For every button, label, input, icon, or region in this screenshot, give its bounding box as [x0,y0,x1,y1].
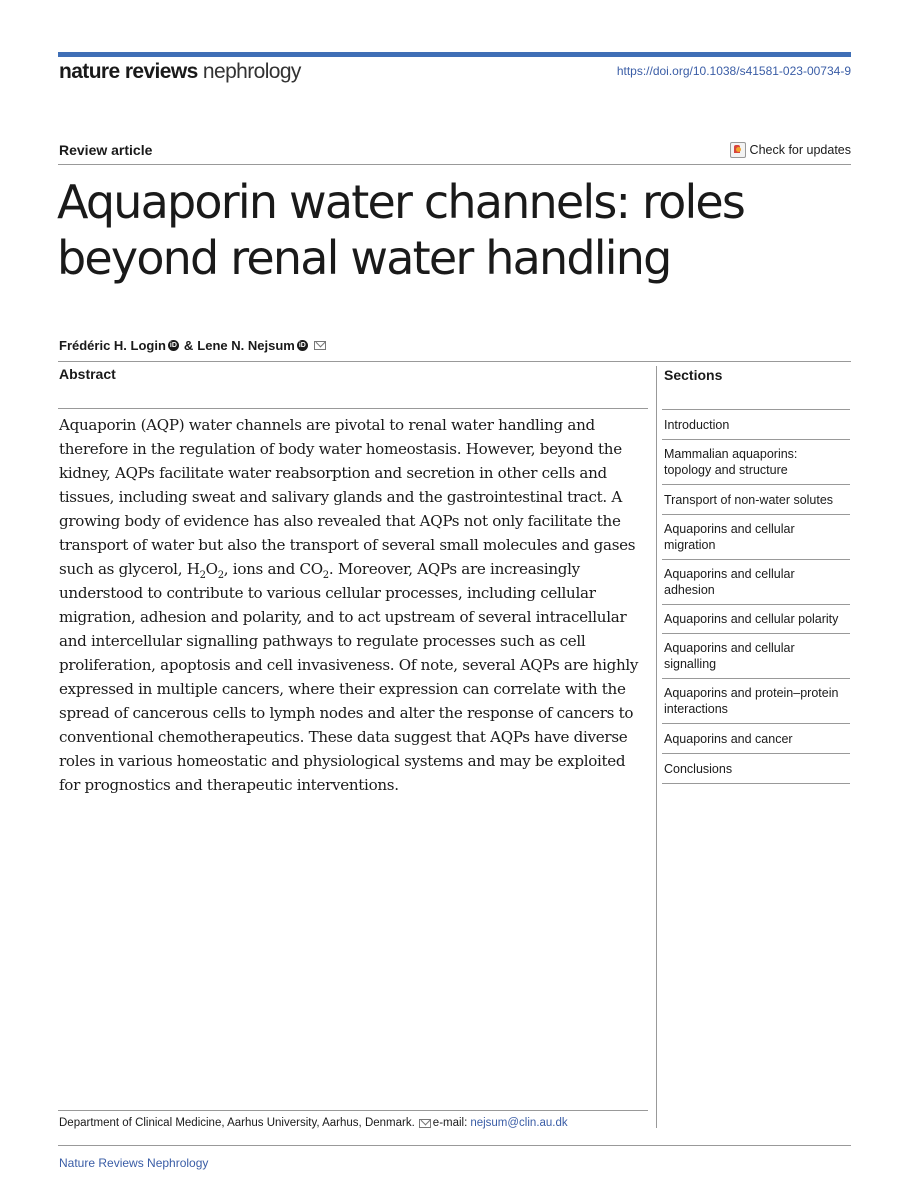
section-link-cellular-polarity[interactable]: Aquaporins and cellular polarity [662,605,850,634]
author-list [59,338,326,353]
section-link-protein-interactions[interactable]: Aquaporins and protein–protein interactions [662,679,850,724]
header-divider [58,164,851,165]
section-link-non-water-solutes[interactable]: Transport of non-water solutes [662,485,850,515]
author-name[interactable]: Lene N. Nejsum [197,338,295,353]
orcid-icon[interactable]: iD [298,342,306,349]
page-footer-divider [58,1145,851,1146]
section-link-cellular-signalling[interactable]: Aquaporins and cellular signalling [662,634,850,679]
sections-heading: Sections [664,367,723,383]
affiliation-footnote [59,1117,568,1129]
article-title: Aquaporin water channels: roles beyond renal water handling [57,175,745,285]
journal-accent-bar [58,52,851,57]
check-updates-button[interactable] [730,142,851,158]
journal-logo[interactable] [59,60,301,84]
author-separator: & [183,338,194,353]
email-icon[interactable] [314,341,326,350]
article-type-label: Review article [59,142,153,158]
email-link[interactable]: nejsum@clin.au.dk [470,1117,568,1129]
section-link-conclusions[interactable]: Conclusions [662,754,850,784]
journal-logo-light: nephrology [197,60,301,83]
abstract-text: Aquaporin (AQP) water channels are pivotal to renal water handling and therefore in the regulation of body water homeostasis. However, beyond the kidney, AQPs facilitate water reabsorption and secretion in other cells and tissues, including sweat and salivary glands and the gastrointestinal tract. A growing body of evidence has also revealed that AQPs not only facilitate the transport of water but also the transport of several small molecules and gases such as glycerol, $H_2O_2$, ions and $CO_2$. Moreover, AQPs are increasingly understood to contribute to various cellular processes, including cellular migration, adhesion and polarity, and to act upstream of several intracellular and intercellular signalling pathways to regulate processes such as cell proliferation, apoptosis and cell invasiveness. Of note, several AQPs are highly expressed in multiple cancers, where their expression can correlate with the spread of cancerous cells to lymph nodes and alter the response of cancers to conventional chemotherapeutics. These data suggest that AQPs have diverse roles in various homeostatic and physiological systems and may be exploited for prognostics and therapeutic interventions. [59,416,639,794]
section-link-cancer[interactable]: Aquaporins and cancer [662,724,850,754]
section-link-mammalian-aquaporins[interactable]: Mammalian aquaporins: topology and structure [662,440,850,485]
footnote-divider [58,1110,648,1111]
section-link-introduction[interactable]: Introduction [662,410,850,440]
email-icon [419,1119,431,1128]
journal-logo-bold: nature reviews [59,60,198,83]
author-name[interactable]: Frédéric H. Login [59,338,166,353]
affiliation-text: Department of Clinical Medicine, Aarhus University, Aarhus, Denmark. [59,1117,415,1129]
section-link-cellular-adhesion[interactable]: Aquaporins and cellular adhesion [662,560,850,605]
crossmark-icon [730,142,746,158]
orcid-icon[interactable]: iD [169,342,177,349]
email-label: e-mail: [432,1117,468,1129]
page-footer-journal[interactable]: Nature Reviews Nephrology [59,1156,209,1170]
check-updates-label: Check for updates [749,143,851,157]
doi-link[interactable]: https://doi.org/10.1038/s41581-023-00734-9 [616,64,851,78]
abstract-heading: Abstract [59,366,116,382]
sections-nav [662,409,850,784]
section-link-cellular-migration[interactable]: Aquaporins and cellular migration [662,515,850,560]
column-divider [656,366,657,1128]
abstract-divider [58,408,648,409]
authors-divider [58,361,851,362]
